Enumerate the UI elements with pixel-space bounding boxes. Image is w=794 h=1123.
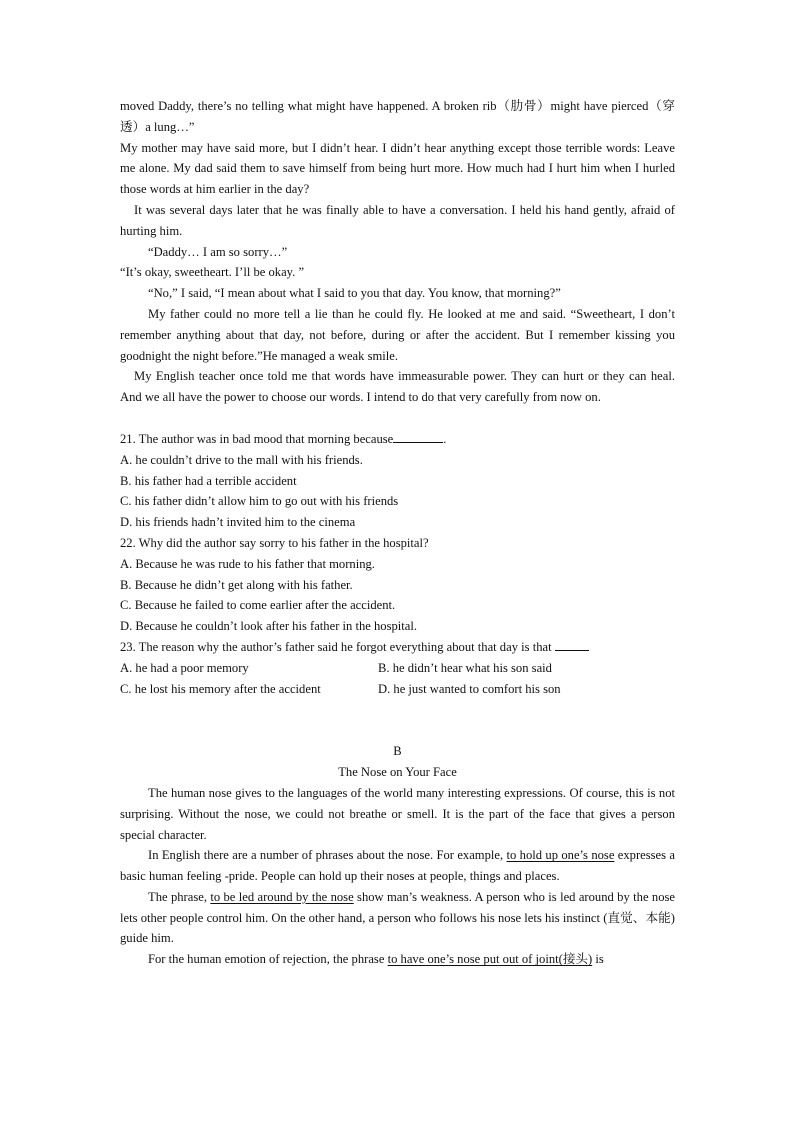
answer-blank: [555, 637, 589, 651]
option-d: D. he just wanted to comfort his son: [378, 681, 561, 696]
passage-title: The Nose on Your Face: [338, 765, 457, 780]
option-d: D. his friends hadn’t invited him to the cinema: [120, 515, 356, 530]
option-b: B. he didn’t hear what his son said: [378, 660, 552, 675]
underlined-phrase: to hold up one’s nose: [506, 848, 615, 863]
option-c: C. he lost his memory after the accident: [120, 681, 321, 696]
passage-a-paragraph: It was several days later that he was finally able to have a conversation. I held his hand gently, afraid of hurting him.: [120, 202, 675, 238]
option-a: A. he couldn’t drive to the mall with his friends.: [120, 452, 363, 467]
option-b: B. Because he didn’t get along with his father.: [120, 577, 353, 592]
question-22: [120, 533, 675, 637]
passage-a-paragraph: My father could no more tell a lie than he could fly. He looked at me and said. “Sweetheart, I don’t remember anything about that day, not before, during or after the accident. But I remember kissing you goodnight the night before.”He managed a weak smile.: [120, 306, 675, 363]
passage-b-paragraph: The human nose gives to the languages of the world many interesting expressions. Of course, this is not surprising. Without the nose, we could not breathe or smell. It is the part of the face that gives a person special character.: [120, 785, 675, 842]
passage-a-paragraph: My English teacher once told me that words have immeasurable power. They can hurt or they can heal. And we all have the power to choose our words. I intend to do that very carefully from now on.: [120, 369, 675, 405]
question-stem: 22. Why did the author say sorry to his father in the hospital?: [120, 535, 429, 550]
option-a: A. Because he was rude to his father that morning.: [120, 556, 375, 571]
option-a: A. he had a poor memory: [120, 660, 249, 675]
question-stem: 23. The reason why the author’s father said he forgot everything about that day is that: [120, 639, 552, 654]
option-c: C. his father didn’t allow him to go out with his friends: [120, 494, 399, 509]
dialogue-line: “Daddy… I am so sorry…”: [148, 244, 288, 259]
passage-a-paragraph: moved Daddy, there’s no telling what might have happened. A broken rib（肋骨）might have pierced（穿透）a lung…”: [120, 99, 675, 134]
option-c: C. Because he failed to come earlier after the accident.: [120, 598, 396, 613]
underlined-phrase: to have one’s nose put out of joint(接头): [387, 952, 593, 967]
document-page: [120, 96, 675, 970]
question-stem: 21. The author was in bad mood that morning because: [120, 431, 394, 446]
passage-a-paragraph: My mother may have said more, but I didn’t hear. I didn’t hear anything except those terrible words: Leave me alone. My dad said them to save himself from being hurt more. How much had I hurt him when I hurled those words at him earlier in the day?: [120, 140, 675, 197]
option-d: D. Because he couldn’t look after his father in the hospital.: [120, 619, 418, 634]
passage-b-paragraph: The phrase, to be led around by the nose show man’s weakness. A person who is led around by the nose lets other people control him. On the other hand, a person who follows his nose lets his instinct (直觉、本能) guide him.: [120, 889, 675, 946]
passage-b-paragraph: In English there are a number of phrases about the nose. For example, to hold up one’s nose expresses a basic human feeling -pride. People can hold up their noses at people, things and places.: [120, 848, 676, 884]
question-23: [120, 637, 675, 699]
dialogue-line: “It’s okay, sweetheart. I’ll be okay. ”: [120, 265, 305, 280]
question-21: 21. The author was in bad mood that morning because . A. he couldn’t drive to the mall with his friends. B. his father had a terrible accident C. his father didn’t allow him to go out with his friends D. his friends hadn’t invited him to the cinema: [120, 429, 675, 533]
dialogue-line: “No,” I said, “I mean about what I said to you that day. You know, that morning?”: [148, 286, 561, 301]
passage-b-paragraph: For the human emotion of rejection, the phrase to have one’s nose put out of joint(接头) is: [148, 952, 604, 967]
underlined-phrase: to be led around by the nose: [210, 889, 354, 904]
answer-blank: [393, 429, 443, 443]
option-b: B. his father had a terrible accident: [120, 473, 297, 488]
section-label: B: [393, 744, 402, 759]
